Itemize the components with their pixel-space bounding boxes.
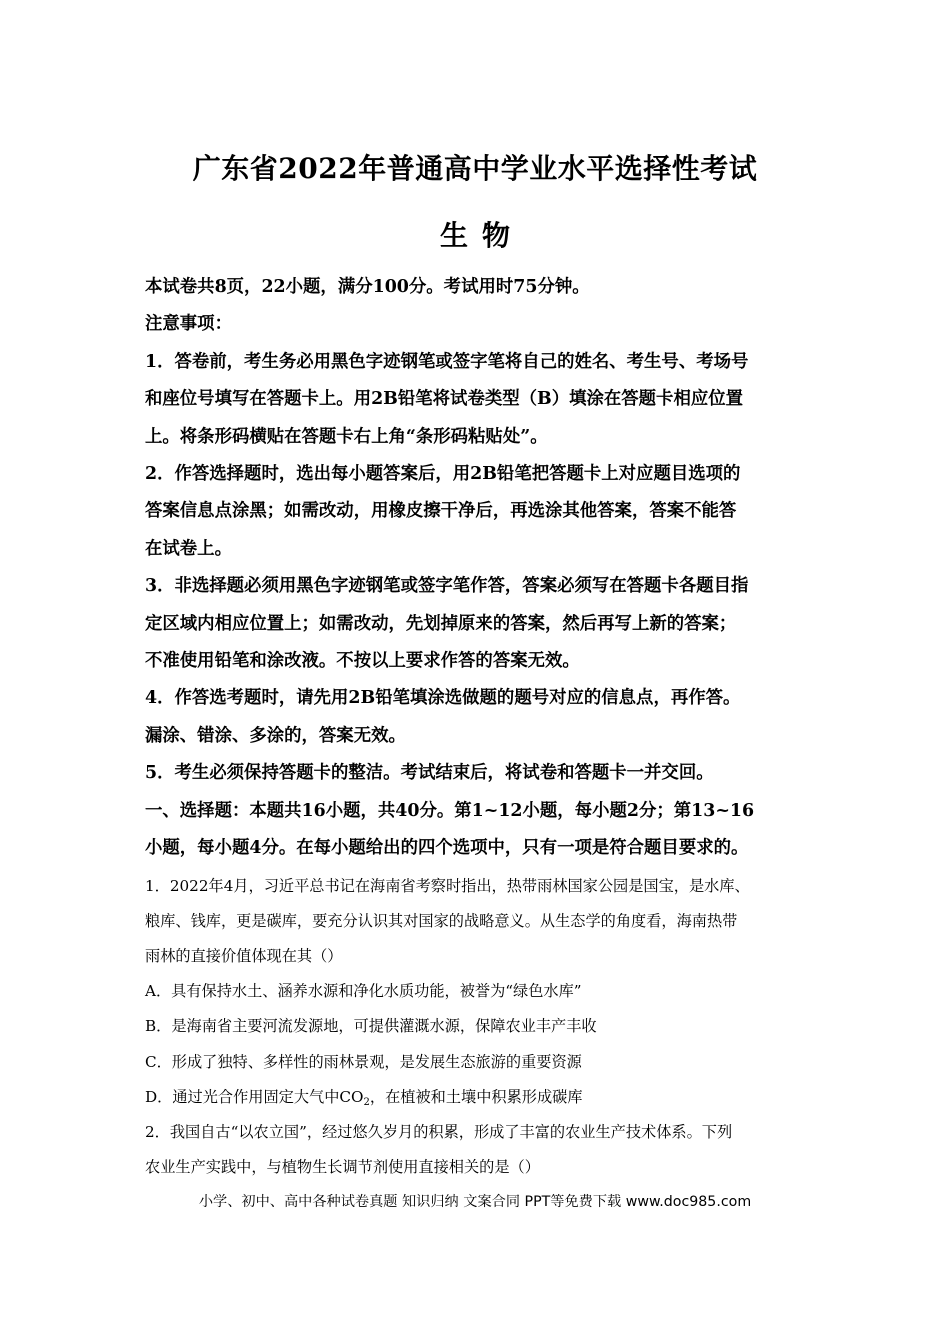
- section-line: 一、选择题：本题共16小题，共40分。第1~12小题，每小题2分；第13~16: [145, 800, 755, 821]
- notice-heading: 注意事项：: [145, 314, 232, 335]
- section-heading: [145, 793, 815, 868]
- instructions-block: [145, 269, 815, 868]
- option-a: A．具有保持水土、涵养水源和净化水质功能，被誉为“绿色水库”: [145, 982, 582, 1001]
- subject-title: 生物: [439, 219, 524, 252]
- notice-line: 2．作答选择题时，选出每小题答案后，用2B铅笔把答题卡上对应题目选项的: [145, 464, 741, 485]
- option-b: B．是海南省主要河流发源地，可提供灌溉水源，保障农业丰产丰收: [145, 1017, 597, 1036]
- exam-summary: 本试卷共8页，22小题，满分100分。考试用时75分钟。: [145, 277, 590, 297]
- notice-item-5: [145, 755, 815, 792]
- notice-line: 不准使用铅笔和涂改液。不按以上要求作答的答案无效。: [145, 651, 580, 672]
- notice-line: 定区域内相应位置上；如需改动，先划掉原来的答案，然后再写上新的答案；: [145, 613, 737, 634]
- notice-line: 答案信息点涂黑；如需改动，用橡皮擦干净后，再选涂其他答案，答案不能答: [145, 501, 737, 522]
- option-d-text-end: ，在植被和土壤中积累形成碳库: [369, 1087, 583, 1106]
- question-2: [145, 1115, 815, 1185]
- notice-item-1: [145, 344, 815, 456]
- question-line: 农业生产实践中，与植物生长调节剂使用直接相关的是（）: [145, 1158, 540, 1177]
- notice-line: 5．考生必须保持答题卡的整洁。考试结束后，将试卷和答题卡一并交回。: [145, 763, 714, 784]
- notice-item-3: [145, 568, 815, 680]
- question-line: 雨林的直接价值体现在其（）: [145, 946, 343, 965]
- option-d: [145, 1080, 815, 1115]
- notice-item-4: [145, 680, 815, 755]
- option-d-subscript: 2: [363, 1096, 370, 1108]
- section-line: 小题，每小题4分。在每小题给出的四个选项中，只有一项是符合题目要求的。: [145, 838, 749, 859]
- notice-line: 3．非选择题必须用黑色字迹钢笔或签字笔作答，答案必须写在答题卡各题目指: [145, 576, 749, 597]
- notice-line: 1．答卷前，考生务必用黑色字迹钢笔或签字笔将自己的姓名、考生号、考场号: [145, 351, 749, 372]
- footer-watermark: 小学、初中、高中各种试卷真题 知识归纳 文案合同 PPT等免费下载 www.doc985.com: [198, 1194, 752, 1210]
- question-1: [145, 869, 815, 1115]
- notice-line: 和座位号填写在答题卡上。用2B铅笔将试卷类型（B）填涂在答题卡相应位置: [145, 389, 744, 410]
- questions-block: [145, 869, 815, 1186]
- question-line: 粮库、钱库，更是碳库，要充分认识其对国家的战略意义。从生态学的角度看，海南热带: [145, 911, 738, 930]
- notice-line: 在试卷上。: [145, 538, 232, 559]
- question-line: 2．我国自古“以农立国”，经过悠久岁月的积累，形成了丰富的农业生产技术体系。下列: [145, 1122, 733, 1141]
- notice-line: 4．作答选考题时，请先用2B铅笔填涂选做题的题号对应的信息点，再作答。: [145, 688, 741, 709]
- question-line: 1．2022年4月，习近平总书记在海南省考察时指出，热带雨林国家公园是国宝，是水库、: [145, 876, 750, 895]
- notice-line: 漏涂、错涂、多涂的，答案无效。: [145, 725, 406, 746]
- notice-item-2: [145, 456, 815, 568]
- option-c: C．形成了独特、多样性的雨林景观，是发展生态旅游的重要资源: [145, 1052, 582, 1071]
- exam-title: 广东省2022年普通高中学业水平选择性考试: [192, 152, 758, 185]
- document-body: [145, 269, 815, 1185]
- option-d-text: D．通过光合作用固定大气中CO: [145, 1087, 364, 1106]
- notice-line: 上。将条形码横贴在答题卡右上角“条形码粘贴处”。: [145, 426, 548, 447]
